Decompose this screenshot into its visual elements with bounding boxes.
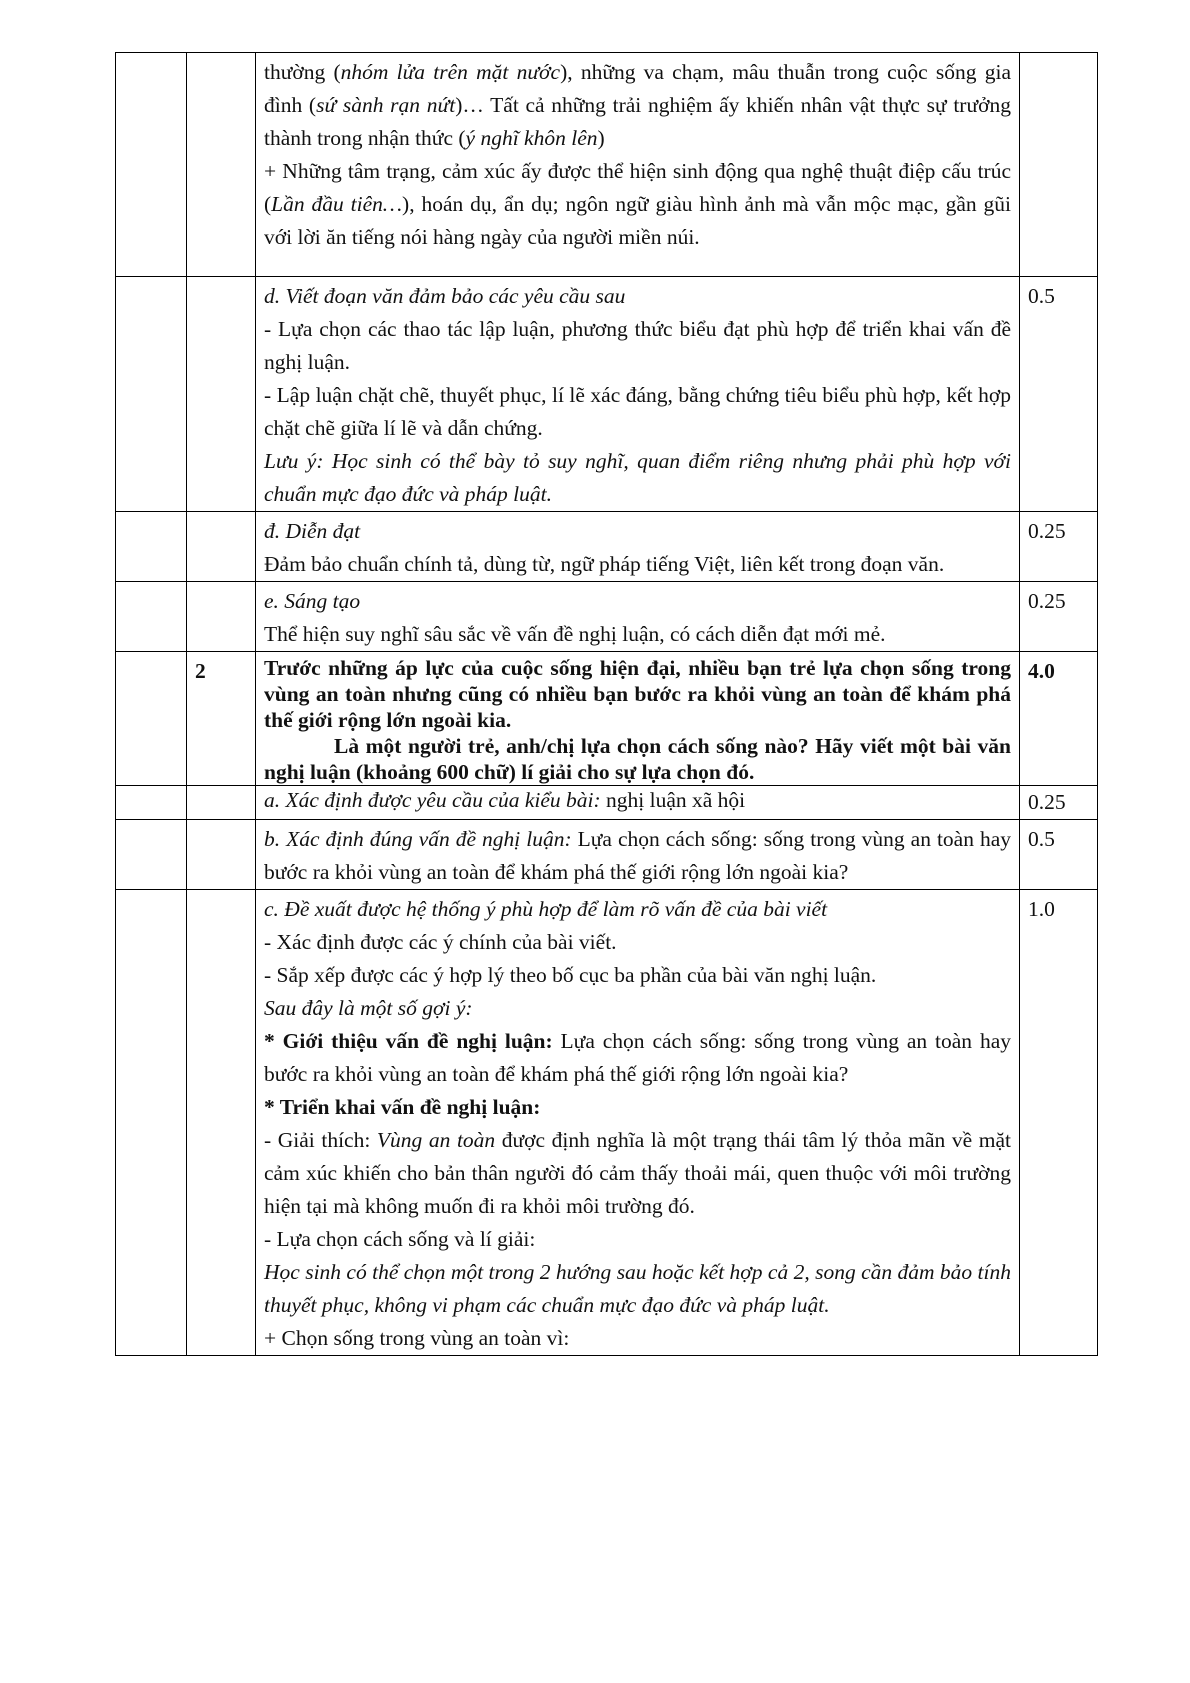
table-row (116, 820, 1098, 890)
column-2-cell (187, 786, 256, 820)
column-1-cell (116, 53, 187, 277)
content-cell (256, 277, 1020, 512)
question-cell (256, 652, 1020, 786)
note: Học sinh có thể chọn một trong 2 hướng sau hoặc kết hợp cả 2, song cần đảm bảo tính thuyết phục, không vi phạm các chuẩn mực đạo đức và pháp luật. (264, 1260, 1011, 1317)
quote: ý nghĩ khôn lên (465, 126, 598, 150)
list-item: - Lựa chọn cách sống và lí giải: (264, 1227, 536, 1251)
text: được định nghĩa là một trạng thái tâm lý thỏa mãn về mặt cảm xúc khiến cho bản thân người đó cảm thấy thoải mái, quen thuộc với môi trường hiện tại mà không muốn đi ra khỏi môi trường đó. (264, 1128, 1012, 1218)
text: ) (597, 126, 605, 150)
question-number: 2 (187, 652, 256, 786)
content-cell (256, 582, 1020, 652)
note: Lưu ý: Học sinh có thể bày tỏ suy nghĩ, quan điểm riêng nhưng phải phù hợp với chuẩn mực đạo đức và pháp luật. (264, 449, 1011, 506)
section-heading: đ. Diễn đạt (264, 519, 361, 543)
content-cell (256, 512, 1020, 582)
column-2-cell (187, 512, 256, 582)
text: nghị luận xã hội (600, 788, 746, 812)
content-cell (256, 786, 1020, 820)
table-row (116, 652, 1098, 786)
subheading: * Giới thiệu vấn đề nghị luận: (264, 1029, 553, 1053)
hint: Sau đây là một số gợi ý: (264, 996, 473, 1020)
list-item: - Sắp xếp được các ý hợp lý theo bố cục ba phần của bài văn nghị luận. (264, 963, 877, 987)
criterion-label: b. Xác định đúng vấn đề nghị luận: (264, 827, 572, 851)
criterion-label: a. Xác định được yêu cầu của kiểu bài: (264, 788, 601, 812)
points-cell: 0.25 (1020, 786, 1098, 820)
section-heading: e. Sáng tạo (264, 589, 361, 613)
points-cell: 0.25 (1020, 582, 1098, 652)
column-1-cell (116, 786, 187, 820)
list-item: - Lựa chọn các thao tác lập luận, phương thức biểu đạt phù hợp để triển khai vấn đề nghị luận. (264, 317, 1011, 374)
column-1-cell (116, 652, 187, 786)
table-row (116, 277, 1098, 512)
paragraph (264, 56, 1011, 155)
list-item: - Lập luận chặt chẽ, thuyết phục, lí lẽ xác đáng, bằng chứng tiêu biểu phù hợp, kết hợp chặt chẽ giữa lí lẽ và dẫn chứng. (264, 383, 1011, 440)
content-cell (256, 890, 1020, 1356)
subheading: * Triển khai vấn đề nghị luận: (264, 1095, 541, 1119)
quote: nhóm lửa trên mặt nước (340, 60, 561, 84)
text: Lựa chọn cách sống: sống trong vùng an toàn hay bước ra khỏi vùng an toàn để khám phá thế giới rộng lớn ngoài kia? (264, 1029, 1011, 1086)
table-row (116, 53, 1098, 277)
paragraph (264, 155, 1011, 254)
column-2-cell (187, 890, 256, 1356)
content-cell (256, 820, 1020, 890)
text: + Những tâm trạng, cảm xúc ấy được thể hiện sinh động qua nghệ thuật điệp cấu trúc ( (264, 159, 1011, 216)
question-text: Trước những áp lực của cuộc sống hiện đại, nhiều bạn trẻ lựa chọn sống trong vùng an toàn nhưng cũng có nhiều bạn bước ra khỏi vùng an toàn để khám phá thế giới rộng lớn ngoài kia. (264, 656, 1011, 732)
column-2-cell (187, 53, 256, 277)
list-item: - Xác định được các ý chính của bài viết. (264, 930, 617, 954)
table-row (116, 890, 1098, 1356)
section-heading: c. Đề xuất được hệ thống ý phù hợp để làm rõ vấn đề của bài viết (264, 897, 828, 921)
quote: sứ sành rạn nứt (316, 93, 456, 117)
quote: Lần đầu tiên… (271, 192, 403, 216)
column-2-cell (187, 820, 256, 890)
table-row (116, 512, 1098, 582)
points-cell: 1.0 (1020, 890, 1098, 1356)
paragraph (264, 1124, 1011, 1223)
term: Vùng an toàn (376, 1128, 496, 1152)
text: )… Tất cả những trải nghiệm ấy khiến nhân vật thực sự trưởng thành trong nhận thức ( (264, 93, 1011, 150)
column-2-cell (187, 582, 256, 652)
paragraph (264, 786, 1011, 814)
column-1-cell (116, 890, 187, 1356)
table-row (116, 786, 1098, 820)
question-text: Là một người trẻ, anh/chị lựa chọn cách sống nào? Hãy viết một bài văn nghị luận (khoảng 600 chữ) lí giải cho sự lựa chọn đó. (264, 734, 1011, 784)
answer-table (115, 52, 1098, 1356)
column-2-cell (187, 277, 256, 512)
content-cell (256, 53, 1020, 277)
points-cell: 0.25 (1020, 512, 1098, 582)
paragraph: Thể hiện suy nghĩ sâu sắc về vấn đề nghị luận, có cách diễn đạt mới mẻ. (264, 622, 886, 646)
column-1-cell (116, 582, 187, 652)
points-cell: 0.5 (1020, 820, 1098, 890)
paragraph (264, 823, 1011, 889)
text: ), hoán dụ, ẩn dụ; ngôn ngữ giàu hình ảnh mà vẫn mộc mạc, gần gũi với lời ăn tiếng nói hàng ngày của người miền núi. (264, 192, 1011, 249)
points-cell: 4.0 (1020, 652, 1098, 786)
column-1-cell (116, 512, 187, 582)
text: ), những va chạm, mâu thuẫn trong cuộc sống gia đình ( (264, 60, 1012, 117)
list-item: + Chọn sống trong vùng an toàn vì: (264, 1326, 570, 1350)
points-cell: 0.5 (1020, 277, 1098, 512)
section-heading: d. Viết đoạn văn đảm bảo các yêu cầu sau (264, 284, 626, 308)
column-1-cell (116, 277, 187, 512)
paragraph (264, 1025, 1011, 1091)
text: thường ( (264, 60, 341, 84)
table-row (116, 582, 1098, 652)
points-cell (1020, 53, 1098, 277)
text: Lựa chọn cách sống: sống trong vùng an toàn hay bước ra khỏi vùng an toàn để khám phá thế giới rộng lớn ngoài kia? (264, 827, 1011, 884)
column-1-cell (116, 820, 187, 890)
text: - Giải thích: (264, 1128, 377, 1152)
paragraph: Đảm bảo chuẩn chính tả, dùng từ, ngữ pháp tiếng Việt, liên kết trong đoạn văn. (264, 552, 945, 576)
